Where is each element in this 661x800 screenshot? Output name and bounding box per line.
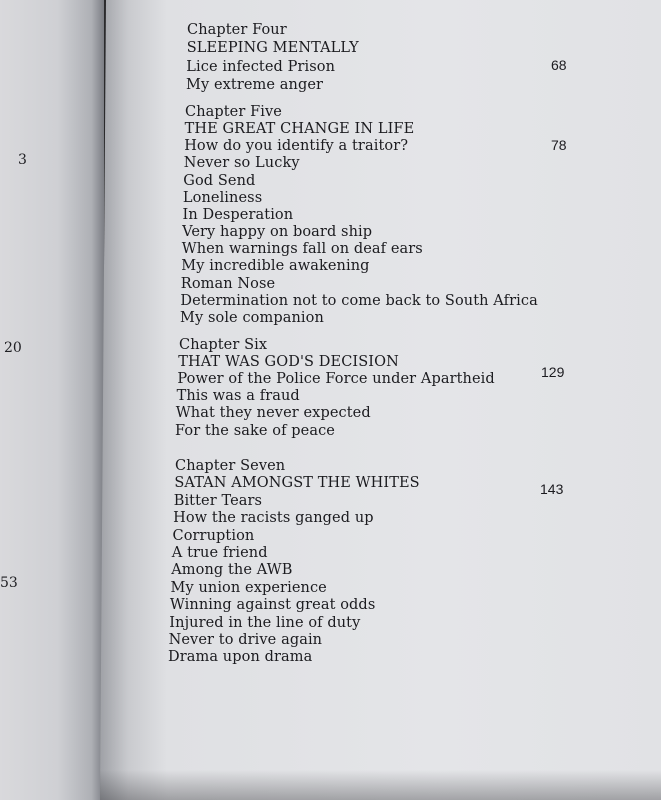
toc-entry: Drama upon drama bbox=[168, 649, 313, 666]
chapter-title: SLEEPING MENTALLY bbox=[186, 40, 359, 57]
toc-entry: A true friend bbox=[171, 545, 268, 561]
toc-entry: Never to drive again bbox=[168, 632, 323, 648]
toc-entry: For the sake of peace bbox=[175, 422, 335, 439]
toc-entry: How do you identify a traitor? bbox=[184, 138, 409, 155]
toc-entry: Winning against great odds bbox=[169, 597, 376, 614]
toc-entry: Among the AWB bbox=[171, 562, 293, 579]
chapter-title: THE GREAT CHANGE IN LIFE bbox=[184, 121, 415, 138]
chapter-heading: Chapter Four bbox=[187, 22, 287, 38]
toc-entry: When warnings fall on deaf ears bbox=[181, 241, 423, 258]
toc-entry: My extreme anger bbox=[186, 76, 324, 93]
chapter-heading: Chapter Seven bbox=[175, 458, 286, 474]
left-page bbox=[0, 0, 104, 800]
toc-entry: Bitter Tears bbox=[173, 492, 263, 509]
toc-entry: God Send bbox=[183, 172, 256, 189]
toc-entry: How the racists ganged up bbox=[173, 510, 374, 527]
chapter-page-number: 143 bbox=[540, 481, 564, 497]
toc-entry: Determination not to come back to South Africa bbox=[180, 292, 538, 309]
toc-entry: My union experience bbox=[170, 579, 327, 596]
left-page-number: 53 bbox=[0, 575, 18, 591]
toc-entry: Never so Lucky bbox=[183, 155, 300, 172]
chapter-heading: Chapter Six bbox=[179, 337, 268, 353]
toc-entry: My incredible awakening bbox=[181, 258, 370, 275]
toc-entry: Injured in the line of duty bbox=[169, 614, 361, 631]
left-page-number: 20 bbox=[4, 340, 22, 356]
chapter-title: THAT WAS GOD'S DECISION bbox=[178, 354, 399, 371]
toc-entry: Very happy on board ship bbox=[182, 224, 373, 240]
chapter-title: SATAN AMONGST THE WHITES bbox=[174, 475, 420, 492]
chapter-page-number: 129 bbox=[541, 364, 565, 380]
toc-entry: Roman Nose bbox=[180, 275, 276, 292]
toc-entry: In Desperation bbox=[182, 206, 294, 223]
toc-entry: What they never expected bbox=[175, 405, 371, 422]
chapter-page-number: 68 bbox=[551, 57, 567, 73]
toc-entry: Lice infected Prison bbox=[186, 58, 336, 75]
toc-entry: Power of the Police Force under Apartheid bbox=[177, 371, 495, 388]
left-page-number: 3 bbox=[18, 152, 27, 168]
toc-entry: This was a fraud bbox=[176, 388, 300, 405]
chapter-page-number: 78 bbox=[551, 137, 567, 153]
chapter-heading: Chapter Five bbox=[185, 104, 282, 120]
page-shadow bbox=[100, 770, 661, 800]
toc-entry: Loneliness bbox=[182, 189, 263, 206]
toc-entry: My sole companion bbox=[180, 309, 324, 326]
toc-entry: Corruption bbox=[172, 527, 255, 544]
